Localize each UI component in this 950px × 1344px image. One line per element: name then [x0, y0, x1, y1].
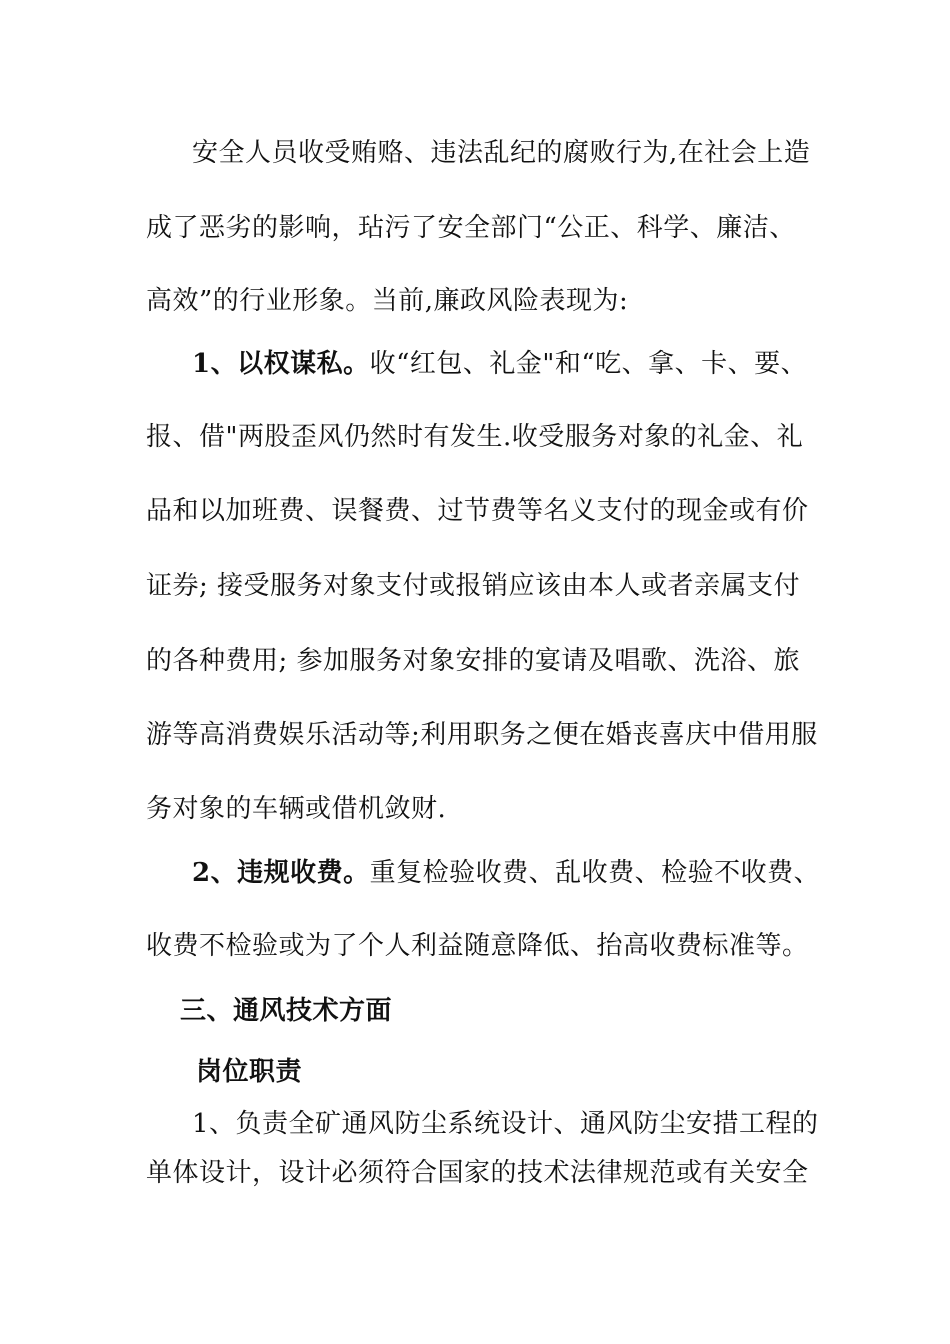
subsection-heading: 岗位职责	[196, 1057, 303, 1087]
paragraph-line: 务对象的车辆或借机敛财.	[146, 794, 447, 824]
list-item-line	[192, 347, 807, 381]
list-item-line	[192, 856, 820, 890]
paragraph-line: 1、负责全矿通风防尘系统设计、通风防尘安措工程的	[192, 1109, 819, 1139]
list-item-title: 2、违规收费。	[192, 858, 370, 888]
paragraph-line: 高效”的行业形象。当前,廉政风险表现为:	[146, 286, 629, 316]
paragraph-line: 收费不检验或为了个人利益随意降低、抬高收费标准等。	[146, 931, 809, 961]
paragraph-line: 游等高消费娱乐活动等;利用职务之便在婚丧喜庆中借用服	[146, 720, 818, 750]
paragraph-line: 单体设计，设计必须符合国家的技术法律规范或有关安全	[146, 1158, 809, 1188]
section-heading: 三、通风技术方面	[180, 996, 393, 1026]
paragraph-line: 报、借"两股歪风仍然时有发生.收受服务对象的礼金、礼	[146, 422, 804, 452]
paragraph-line: 安全人员收受贿赂、违法乱纪的腐败行为,在社会上造	[192, 138, 811, 168]
paragraph-line: 证券; 接受服务对象支付或报销应该由本人或者亲属支付	[146, 571, 801, 601]
list-item-title: 1、以权谋私。	[192, 349, 370, 379]
paragraph-line: 成了恶劣的影响，玷污了安全部门“公正、科学、廉洁、	[146, 213, 796, 243]
list-item-text: 重复检验收费、乱收费、检验不收费、	[369, 858, 821, 888]
list-item-text: 收“红包、礼金"和“吃、拿、卡、要、	[369, 349, 808, 379]
paragraph-line: 品和以加班费、误餐费、过节费等名义支付的现金或有价	[146, 496, 809, 526]
paragraph-line: 的各种费用; 参加服务对象安排的宴请及唱歌、洗浴、旅	[146, 646, 801, 676]
